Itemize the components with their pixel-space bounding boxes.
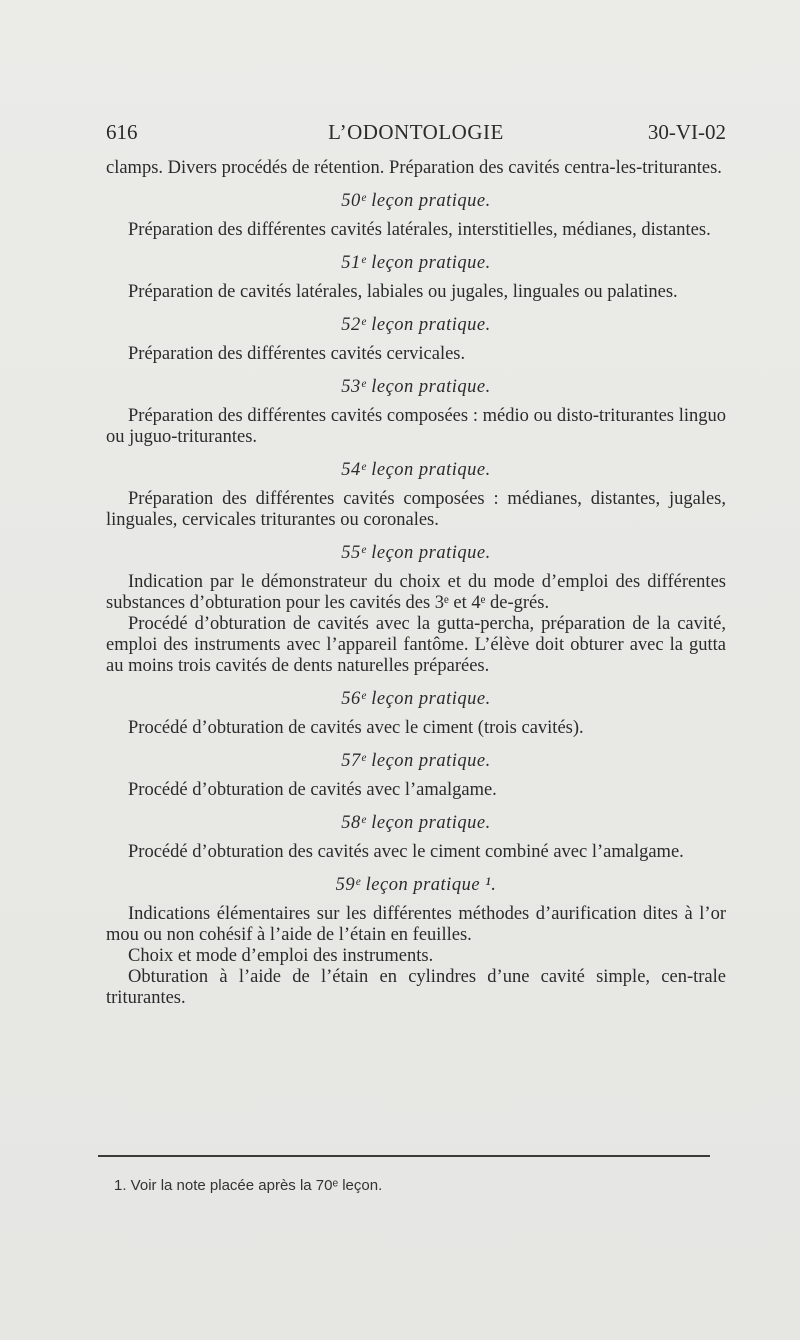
lesson-heading-55: 55ᵉ leçon pratique. — [341, 543, 491, 563]
lesson-heading-50: 50ᵉ leçon pratique. — [341, 191, 491, 211]
lesson-heading-56: 56ᵉ leçon pratique. — [341, 689, 491, 709]
lesson-56-text: Procédé d’obturation de cavités avec le ciment (trois cavités). — [128, 718, 584, 738]
lesson-59-text-b: Choix et mode d’emploi des instruments. — [128, 946, 434, 966]
lesson-heading-51: 51ᵉ leçon pratique. — [341, 253, 491, 273]
lesson-57-text: Procédé d’obturation de cavités avec l’amalgame. — [128, 780, 497, 800]
lesson-heading-59: 59ᵉ leçon pratique ¹. — [335, 875, 497, 895]
lesson-heading-57: 57ᵉ leçon pratique. — [341, 751, 491, 771]
footnote: 1. Voir la note placée après la 70ᵉ leçon. — [114, 1177, 383, 1194]
lesson-59-text-c: Obturation à l’aide de l’étain en cylindres d’une cavité simple, cen-trale triturantes. — [106, 967, 726, 1008]
journal-title: L’ODONTOLOGIE — [328, 120, 504, 144]
lesson-52-text: Préparation des différentes cavités cervicales. — [128, 344, 466, 364]
lesson-51-text: Préparation de cavités latérales, labiales ou jugales, linguales ou palatines. — [128, 282, 678, 302]
running-head — [106, 120, 726, 146]
lesson-53-text: Préparation des différentes cavités composées : médio ou disto-triturantes linguo ou juguo-triturantes. — [106, 406, 726, 447]
body-text — [106, 158, 726, 1009]
lesson-58-text: Procédé d’obturation des cavités avec le ciment combiné avec l’amalgame. — [128, 842, 684, 862]
lesson-heading-52: 52ᵉ leçon pratique. — [341, 315, 491, 335]
lesson-50-text: Préparation des différentes cavités latérales, interstitielles, médianes, distantes. — [128, 220, 711, 240]
lesson-heading-53: 53ᵉ leçon pratique. — [341, 377, 491, 397]
lesson-heading-54: 54ᵉ leçon pratique. — [341, 460, 491, 480]
lesson-heading-58: 58ᵉ leçon pratique. — [341, 813, 491, 833]
lesson-55-text-a: Indication par le démonstrateur du choix et du mode d’emploi des différentes substances d’obturation pour les cavités des 3ᵉ et 4ᵉ de-grés. — [106, 572, 726, 613]
issue-date: 30-VI-02 — [647, 120, 726, 144]
lesson-55-text-b: Procédé d’obturation de cavités avec la gutta-percha, préparation de la cavité, emploi des instruments avec l’appareil fantôme. L’élève doit obturer avec la gutta au moins trois cavités de dents naturelles préparées. — [106, 614, 726, 676]
page-number: 616 — [106, 120, 138, 144]
lesson-59-text-a: Indications élémentaires sur les différentes méthodes d’aurification dites à l’or mou ou non cohésif à l’aide de l’étain en feuilles. — [106, 904, 726, 945]
footnote-rule — [98, 1155, 710, 1157]
paragraph-continuation: clamps. Divers procédés de rétention. Préparation des cavités centra-les-triturantes. — [106, 158, 722, 178]
lesson-54-text: Préparation des différentes cavités composées : médianes, distantes, jugales, linguales, cervicales triturantes ou coronales. — [106, 489, 726, 530]
